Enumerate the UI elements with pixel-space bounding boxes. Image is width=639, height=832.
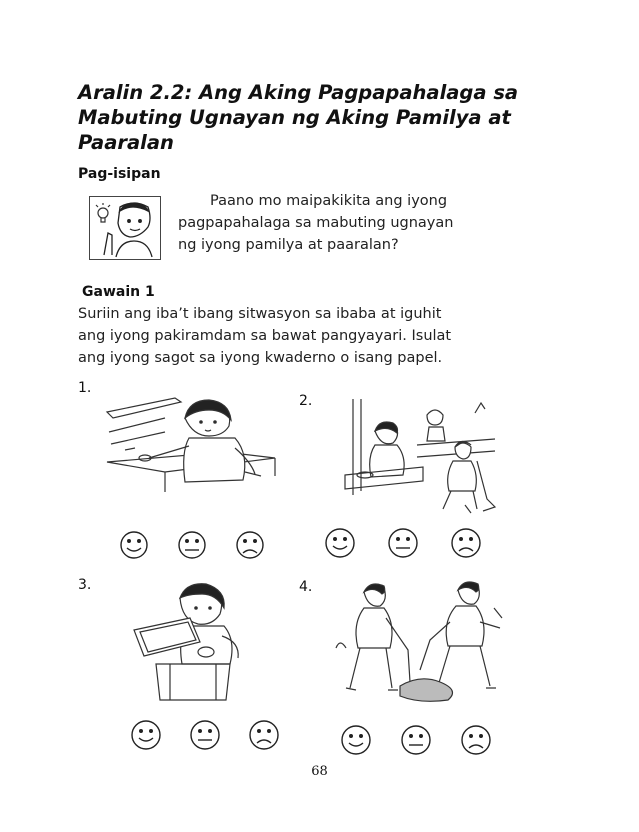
instruction-line-3: ang iyong sagot sa iyong kwaderno o isang papel.	[78, 350, 443, 366]
neutral-face-icon	[389, 529, 417, 557]
item-number-2: 2.	[299, 393, 313, 409]
child-cleaning-desk-illustration	[105, 392, 285, 509]
thinking-child-illustration	[89, 196, 161, 260]
neutral-face-icon	[179, 532, 205, 558]
sad-face-icon	[462, 726, 490, 754]
boys-digging-garden-illustration	[330, 578, 510, 711]
item-3-faces	[128, 719, 288, 756]
prompt-line-1: Paano mo maipakikita ang iyong	[210, 193, 448, 209]
activity-instructions	[78, 303, 548, 369]
activity-heading: Gawain 1	[82, 284, 155, 300]
title-line-3: Paaralan	[78, 131, 174, 154]
item-number-4: 4.	[299, 579, 313, 595]
prompt-line-3: ng iyong pamilya at paaralan?	[178, 237, 399, 253]
child-carrying-trash-illustration	[130, 580, 260, 710]
sad-face-icon	[250, 721, 278, 749]
section-label: Pag-isipan	[78, 166, 161, 182]
happy-face-icon	[342, 726, 370, 754]
lesson-title	[78, 80, 548, 155]
item-number-3: 3.	[78, 577, 92, 593]
happy-face-icon	[121, 532, 147, 558]
page-number: 68	[311, 764, 328, 779]
instruction-line-2: ang iyong pakiramdam sa bawat pangyayari. Isulat	[78, 328, 452, 344]
happy-face-icon	[326, 529, 354, 557]
lightbulb-icon	[96, 203, 110, 222]
sad-face-icon	[452, 529, 480, 557]
title-line-1: Aralin 2.2: Ang Aking Pagpapahalaga sa	[78, 81, 519, 104]
reflection-prompt	[178, 190, 528, 256]
item-number-1: 1.	[78, 380, 92, 396]
item-4-faces	[338, 724, 502, 761]
neutral-face-icon	[191, 721, 219, 749]
sad-face-icon	[237, 532, 263, 558]
item-2-faces	[323, 527, 499, 564]
title-line-2: Mabuting Ugnayan ng Aking Pamilya at	[78, 106, 511, 129]
children-cleaning-classroom-illustration	[325, 395, 500, 520]
prompt-line-2: pagpapahalaga sa mabuting ugnayan	[178, 215, 454, 231]
happy-face-icon	[132, 721, 160, 749]
item-1-faces	[118, 530, 278, 565]
instruction-line-1: Suriin ang iba’t ibang sitwasyon sa ibaba at iguhit	[78, 306, 442, 322]
neutral-face-icon	[402, 726, 430, 754]
